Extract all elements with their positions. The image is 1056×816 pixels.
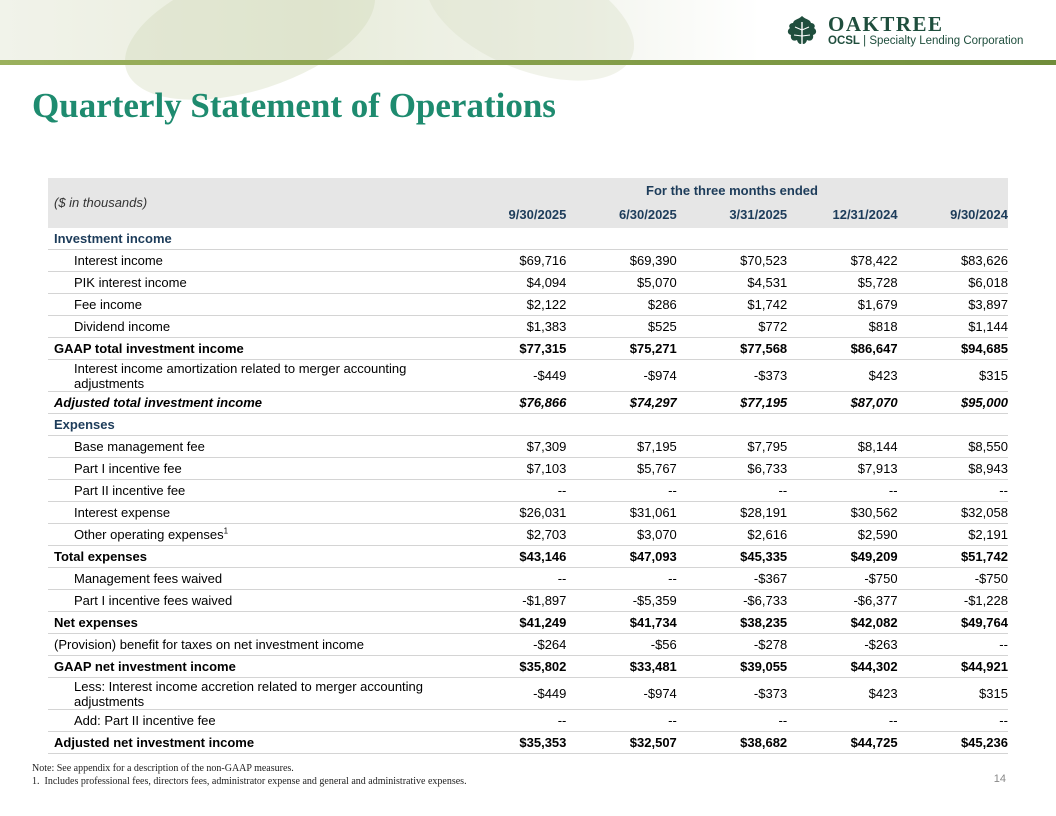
row-value: $26,031	[519, 505, 567, 520]
row-label	[48, 549, 456, 564]
table-row	[48, 590, 1008, 612]
column-header: 3/31/2025	[729, 207, 788, 222]
table-body	[48, 228, 1008, 754]
row-value: $42,082	[850, 615, 898, 630]
footnotes	[32, 762, 467, 788]
row-value: -$750	[974, 571, 1008, 586]
row-value: $1,742	[747, 297, 788, 312]
table-row	[48, 568, 1008, 590]
column-header: 6/30/2025	[618, 207, 677, 222]
table-row	[48, 710, 1008, 732]
row-label	[48, 571, 456, 586]
column-headers	[456, 207, 1008, 222]
row-value: $35,802	[519, 659, 567, 674]
row-value: $87,070	[850, 395, 898, 410]
row-value: --	[668, 483, 677, 498]
footnote-1	[32, 775, 467, 788]
row-value: $69,716	[519, 253, 567, 268]
row-value: $1,383	[526, 319, 567, 334]
row-value: $77,568	[740, 341, 788, 356]
table-row	[48, 250, 1008, 272]
row-value: $33,481	[629, 659, 677, 674]
row-value: $818	[868, 319, 898, 334]
row-value: -$974	[643, 686, 677, 701]
row-value: $2,703	[526, 527, 567, 542]
row-value: $31,061	[629, 505, 677, 520]
row-value: $94,685	[960, 341, 1008, 356]
row-value: -$449	[533, 686, 567, 701]
row-value: $41,734	[629, 615, 677, 630]
table-row	[48, 524, 1008, 546]
row-label	[48, 713, 456, 728]
row-label-text: Part I incentive fee	[74, 461, 182, 476]
row-label-text: Part II incentive fee	[74, 483, 186, 498]
row-value: $315	[979, 686, 1008, 701]
row-value: $75,271	[629, 341, 677, 356]
row-value: $69,390	[629, 253, 677, 268]
row-label-text: Dividend income	[74, 319, 171, 334]
row-value: $3,897	[968, 297, 1008, 312]
row-label	[48, 275, 456, 290]
row-value: $8,144	[857, 439, 898, 454]
table-row	[48, 228, 1008, 250]
row-value: $423	[868, 686, 898, 701]
row-value: -$449	[533, 368, 567, 383]
row-value: $49,764	[960, 615, 1008, 630]
row-label	[48, 593, 456, 608]
row-value: $1,144	[968, 319, 1008, 334]
logo-ticker: OCSL	[828, 35, 860, 47]
row-value: $28,191	[740, 505, 788, 520]
row-value: $286	[647, 297, 677, 312]
row-label-text: Interest expense	[74, 505, 171, 520]
header-rule	[0, 60, 1056, 65]
row-value: $78,422	[850, 253, 898, 268]
row-label-text: Adjusted net investment income	[54, 735, 255, 750]
row-value: $83,626	[960, 253, 1008, 268]
footnote-ref: 1	[223, 526, 229, 536]
table-row	[48, 392, 1008, 414]
table-row	[48, 272, 1008, 294]
row-value: $2,191	[968, 527, 1008, 542]
row-label-text: Base management fee	[74, 439, 205, 454]
row-label-text: Interest income	[74, 253, 163, 268]
row-label	[48, 483, 456, 498]
row-value: $2,122	[526, 297, 567, 312]
row-value: --	[668, 571, 677, 586]
row-value: -$263	[864, 637, 898, 652]
period-span-header: For the three months ended	[646, 183, 818, 198]
row-label	[48, 679, 456, 709]
table-row	[48, 656, 1008, 678]
company-logo	[784, 12, 1034, 52]
operations-table	[48, 178, 1008, 754]
row-label	[48, 615, 456, 630]
row-label	[48, 231, 456, 246]
table-row	[48, 458, 1008, 480]
row-value: $35,353	[519, 735, 567, 750]
row-value: $74,297	[629, 395, 677, 410]
row-value: $51,742	[960, 549, 1008, 564]
row-value: $2,616	[747, 527, 788, 542]
column-header: 12/31/2024	[832, 207, 898, 222]
row-value: $2,590	[857, 527, 898, 542]
row-label-text: Total expenses	[54, 549, 147, 564]
non-gaap-note: Note: See appendix for a description of the non-GAAP measures.	[32, 763, 294, 774]
row-value: -$1,897	[522, 593, 567, 608]
row-value: $39,055	[740, 659, 788, 674]
table-row	[48, 338, 1008, 360]
oak-leaf-icon	[784, 14, 820, 50]
row-label-text: GAAP net investment income	[54, 659, 236, 674]
row-value: $38,682	[740, 735, 788, 750]
row-value: $44,921	[960, 659, 1008, 674]
row-value: $86,647	[850, 341, 898, 356]
row-value: $44,302	[850, 659, 898, 674]
row-value: --	[557, 713, 567, 728]
row-value: $772	[758, 319, 788, 334]
row-value: $5,728	[857, 275, 898, 290]
row-value: --	[999, 483, 1008, 498]
row-label-text: Expenses	[54, 417, 115, 432]
row-value: $45,236	[960, 735, 1008, 750]
row-value: $45,335	[740, 549, 788, 564]
units-label: ($ in thousands)	[54, 195, 148, 210]
row-label-text: (Provision) benefit for taxes on net investment income	[54, 637, 364, 652]
row-value: $47,093	[629, 549, 677, 564]
row-value: $77,195	[740, 395, 788, 410]
row-value: -$1,228	[963, 593, 1008, 608]
page-number: 14	[993, 773, 1006, 785]
table-row	[48, 480, 1008, 502]
logo-subtitle: OCSL | Specialty Lending Corporation	[828, 35, 1024, 47]
row-value: --	[557, 483, 567, 498]
row-value: $6,733	[747, 461, 788, 476]
row-label-text: GAAP total investment income	[54, 341, 244, 356]
row-value: $38,235	[740, 615, 788, 630]
table-row	[48, 294, 1008, 316]
row-value: -$373	[753, 686, 788, 701]
row-value: -$5,359	[632, 593, 677, 608]
table-row	[48, 546, 1008, 568]
column-header: 9/30/2024	[950, 207, 1008, 222]
row-value: $4,094	[526, 275, 567, 290]
row-value: -$974	[643, 368, 677, 383]
row-value: $32,058	[960, 505, 1008, 520]
row-label	[48, 253, 456, 268]
row-label	[48, 395, 456, 410]
table-row	[48, 732, 1008, 754]
row-value: --	[999, 637, 1008, 652]
row-value: -$373	[753, 368, 788, 383]
footnote-text: Includes professional fees, directors fees, administrator expense and general and administrative expenses.	[44, 776, 467, 787]
row-label	[48, 637, 456, 652]
table-row	[48, 414, 1008, 436]
table-row	[48, 360, 1008, 392]
table-row	[48, 436, 1008, 458]
row-label-text: Adjusted total investment income	[54, 395, 263, 410]
row-value: -$278	[753, 637, 788, 652]
row-label-text: Other operating expenses	[74, 527, 224, 542]
row-label-text: PIK interest income	[74, 275, 187, 290]
table-row	[48, 502, 1008, 524]
row-value: -$6,377	[853, 593, 898, 608]
row-label-text: Management fees waived	[74, 571, 223, 586]
row-value: $7,195	[637, 439, 677, 454]
row-value: --	[668, 713, 677, 728]
row-label	[48, 505, 456, 520]
row-value: $32,507	[629, 735, 677, 750]
row-value: -$367	[753, 571, 788, 586]
row-label	[48, 439, 456, 454]
row-value: $315	[979, 368, 1008, 383]
row-value: $7,913	[857, 461, 898, 476]
table-row	[48, 316, 1008, 338]
row-value: --	[888, 713, 898, 728]
row-value: --	[999, 713, 1008, 728]
row-label-text: Interest income amortization related to merger accounting adjustments	[74, 360, 407, 391]
row-label-text: Net expenses	[54, 615, 138, 630]
table-row	[48, 634, 1008, 656]
row-value: $1,679	[857, 297, 898, 312]
column-header: 9/30/2025	[508, 207, 567, 222]
row-value: $41,249	[519, 615, 567, 630]
row-value: -$6,733	[743, 593, 788, 608]
row-value: $43,146	[519, 549, 567, 564]
table-row	[48, 678, 1008, 710]
row-label	[48, 361, 456, 391]
row-value: $30,562	[850, 505, 898, 520]
row-value: $49,209	[850, 549, 898, 564]
row-value: $77,315	[519, 341, 567, 356]
row-value: $95,000	[960, 395, 1008, 410]
row-label	[48, 527, 456, 542]
row-value: $6,018	[968, 275, 1008, 290]
row-label	[48, 735, 456, 750]
row-value: $5,767	[637, 461, 677, 476]
row-label	[48, 319, 456, 334]
row-label-text: Fee income	[74, 297, 142, 312]
row-label	[48, 461, 456, 476]
row-value: --	[888, 483, 898, 498]
row-value: $44,725	[850, 735, 898, 750]
row-value: $76,866	[519, 395, 567, 410]
row-value: $8,550	[968, 439, 1008, 454]
row-value: $70,523	[740, 253, 788, 268]
row-value: -$56	[650, 637, 677, 652]
row-value: $525	[647, 319, 677, 334]
row-label	[48, 297, 456, 312]
row-value: --	[778, 713, 788, 728]
row-label	[48, 417, 456, 432]
row-value: -$264	[533, 637, 567, 652]
row-value: $7,795	[747, 439, 788, 454]
table-header	[48, 178, 1008, 228]
page-title: Quarterly Statement of Operations	[32, 86, 556, 125]
row-value: $5,070	[637, 275, 677, 290]
footnote-marker: 1.	[32, 776, 40, 787]
row-label	[48, 659, 456, 674]
row-value: $3,070	[637, 527, 677, 542]
logo-brand: OAKTREE	[828, 12, 944, 36]
row-value: --	[557, 571, 567, 586]
row-label-text: Less: Interest income accretion related to merger accounting adjustments	[74, 678, 424, 709]
row-label-text: Add: Part II incentive fee	[74, 713, 216, 728]
row-value: $7,309	[526, 439, 567, 454]
row-label-text: Part I incentive fees waived	[74, 593, 233, 608]
row-value: $8,943	[968, 461, 1008, 476]
logo-company: Specialty Lending Corporation	[869, 35, 1024, 47]
row-value: $423	[868, 368, 898, 383]
row-label-text: Investment income	[54, 231, 172, 246]
row-value: -$750	[864, 571, 898, 586]
row-label	[48, 341, 456, 356]
table-row	[48, 612, 1008, 634]
row-value: --	[778, 483, 788, 498]
row-value: $4,531	[747, 275, 788, 290]
row-value: $7,103	[526, 461, 567, 476]
